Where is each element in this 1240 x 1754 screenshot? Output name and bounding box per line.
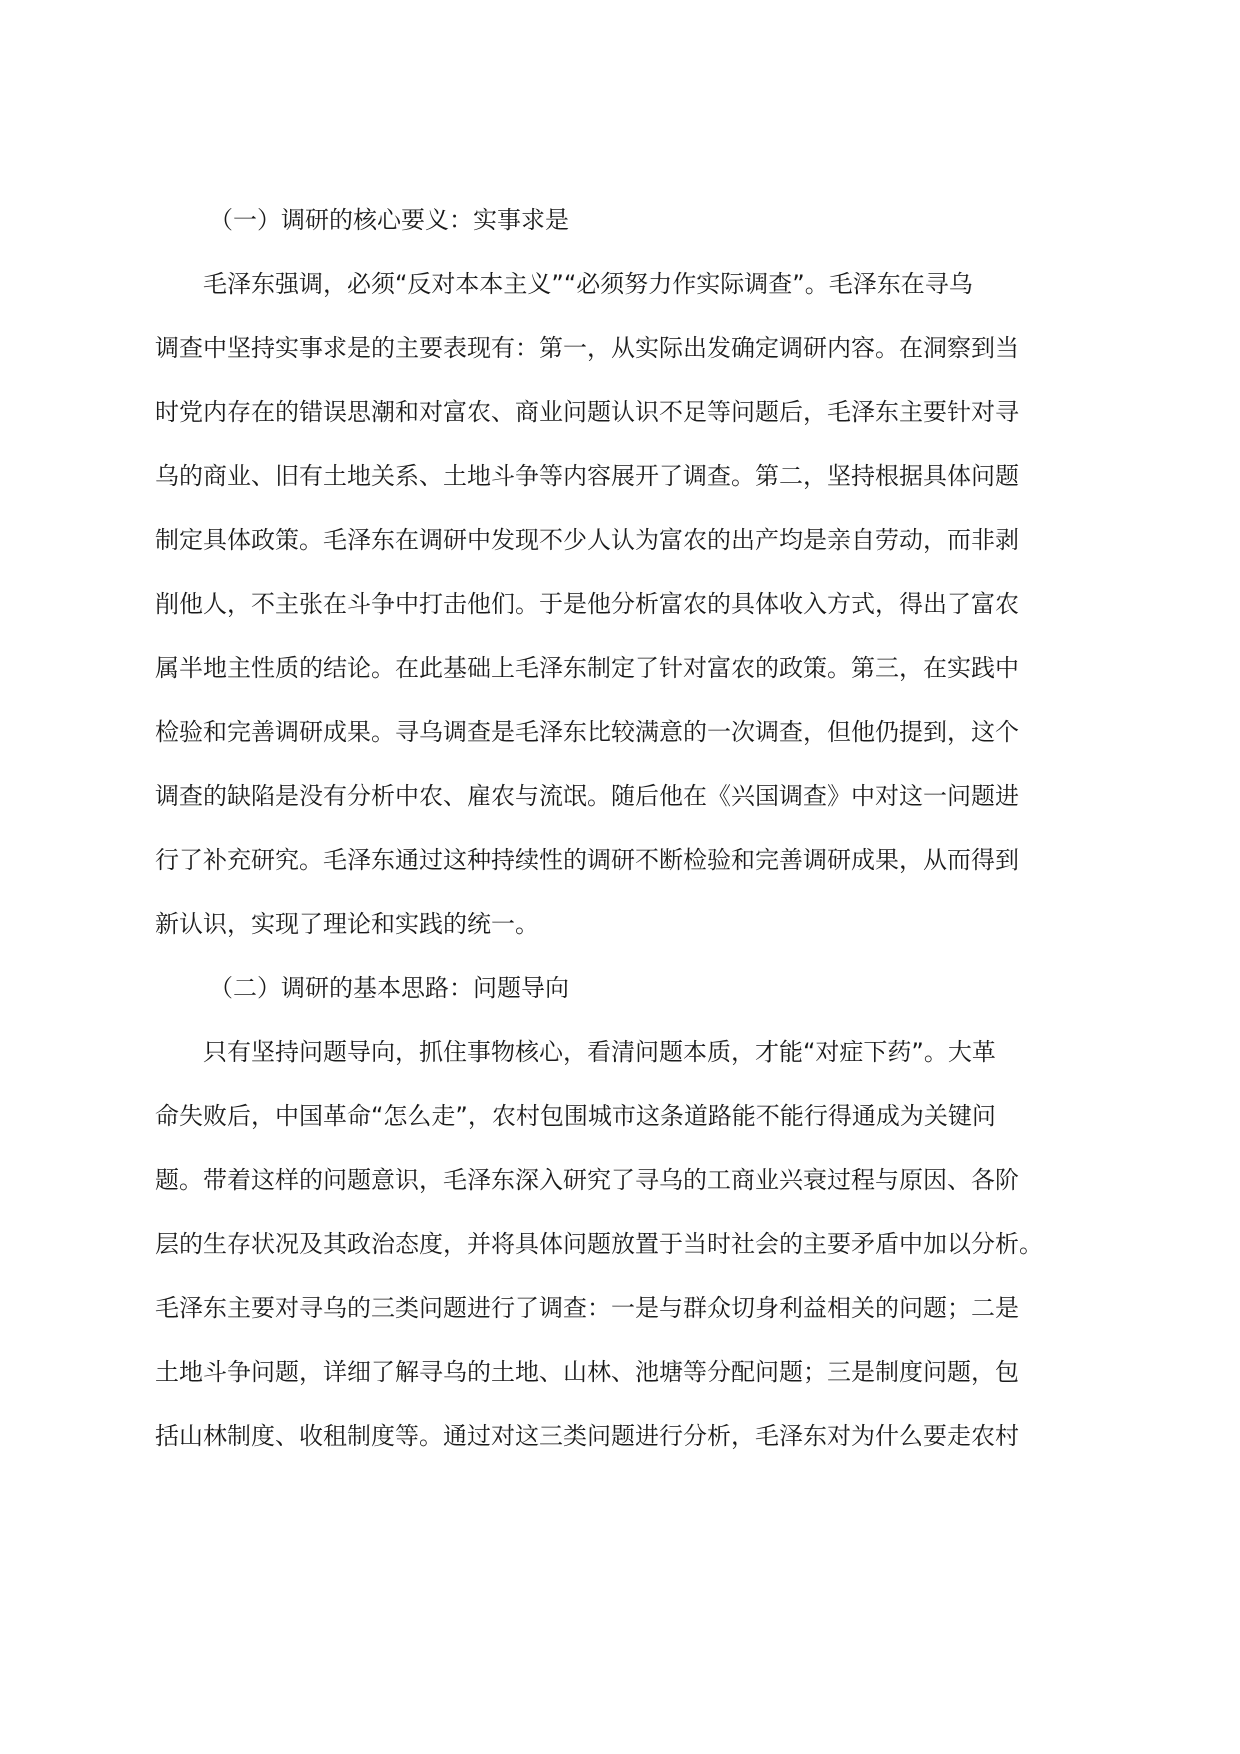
document-body (155, 188, 1071, 1468)
paragraph-line: 乌的商业、旧有土地关系、土地斗争等内容展开了调查。第二，坚持根据具体问题 (155, 462, 1019, 490)
paragraph-line: 属半地主性质的结论。在此基础上毛泽东制定了针对富农的政策。第三，在实践中 (155, 654, 1019, 682)
paragraph-line: 土地斗争问题，详细了解寻乌的土地、山林、池塘等分配问题；三是制度问题，包 (155, 1358, 1019, 1386)
paragraph-line: 毛泽东主要对寻乌的三类问题进行了调查：一是与群众切身利益相关的问题；二是 (155, 1294, 1019, 1322)
paragraph-line: 只有坚持问题导向，抓住事物核心，看清问题本质，才能“对症下药”。大革 (203, 1038, 996, 1066)
paragraph-line: 调查中坚持实事求是的主要表现有：第一，从实际出发确定调研内容。在洞察到当 (155, 334, 1019, 362)
section-paragraph-1 (155, 252, 1071, 956)
paragraph-line: 削他人，不主张在斗争中打击他们。于是他分析富农的具体收入方式，得出了富农 (155, 590, 1019, 618)
paragraph-line: 检验和完善调研成果。寻乌调查是毛泽东比较满意的一次调查，但他仍提到，这个 (155, 718, 1019, 746)
paragraph-line: 调查的缺陷是没有分析中农、雇农与流氓。随后他在《兴国调查》中对这一问题进 (155, 782, 1019, 810)
paragraph-line: 括山林制度、收租制度等。通过对这三类问题进行分析，毛泽东对为什么要走农村 (155, 1422, 1019, 1450)
paragraph-line: 新认识，实现了理论和实践的统一。 (155, 910, 539, 938)
section-heading-2: （二）调研的基本思路：问题导向 (209, 974, 569, 1002)
paragraph-line: 题。带着这样的问题意识，毛泽东深入研究了寻乌的工商业兴衰过程与原因、各阶 (155, 1166, 1019, 1194)
paragraph-line: 毛泽东强调，必须“反对本本主义”“必须努力作实际调查”。毛泽东在寻乌 (203, 270, 973, 298)
paragraph-line: 制定具体政策。毛泽东在调研中发现不少人认为富农的出产均是亲自劳动，而非剥 (155, 526, 1019, 554)
paragraph-line: 时党内存在的错误思潮和对富农、商业问题认识不足等问题后，毛泽东主要针对寻 (155, 398, 1019, 426)
section-heading-1: （一）调研的核心要义：实事求是 (209, 206, 569, 234)
paragraph-line: 行了补充研究。毛泽东通过这种持续性的调研不断检验和完善调研成果，从而得到 (155, 846, 1019, 874)
paragraph-line: 层的生存状况及其政治态度，并将具体问题放置于当时社会的主要矛盾中加以分析。 (155, 1230, 1043, 1258)
section-paragraph-2 (155, 1020, 1071, 1468)
paragraph-line: 命失败后，中国革命“怎么走”，农村包围城市这条道路能不能行得通成为关键问 (155, 1102, 996, 1130)
